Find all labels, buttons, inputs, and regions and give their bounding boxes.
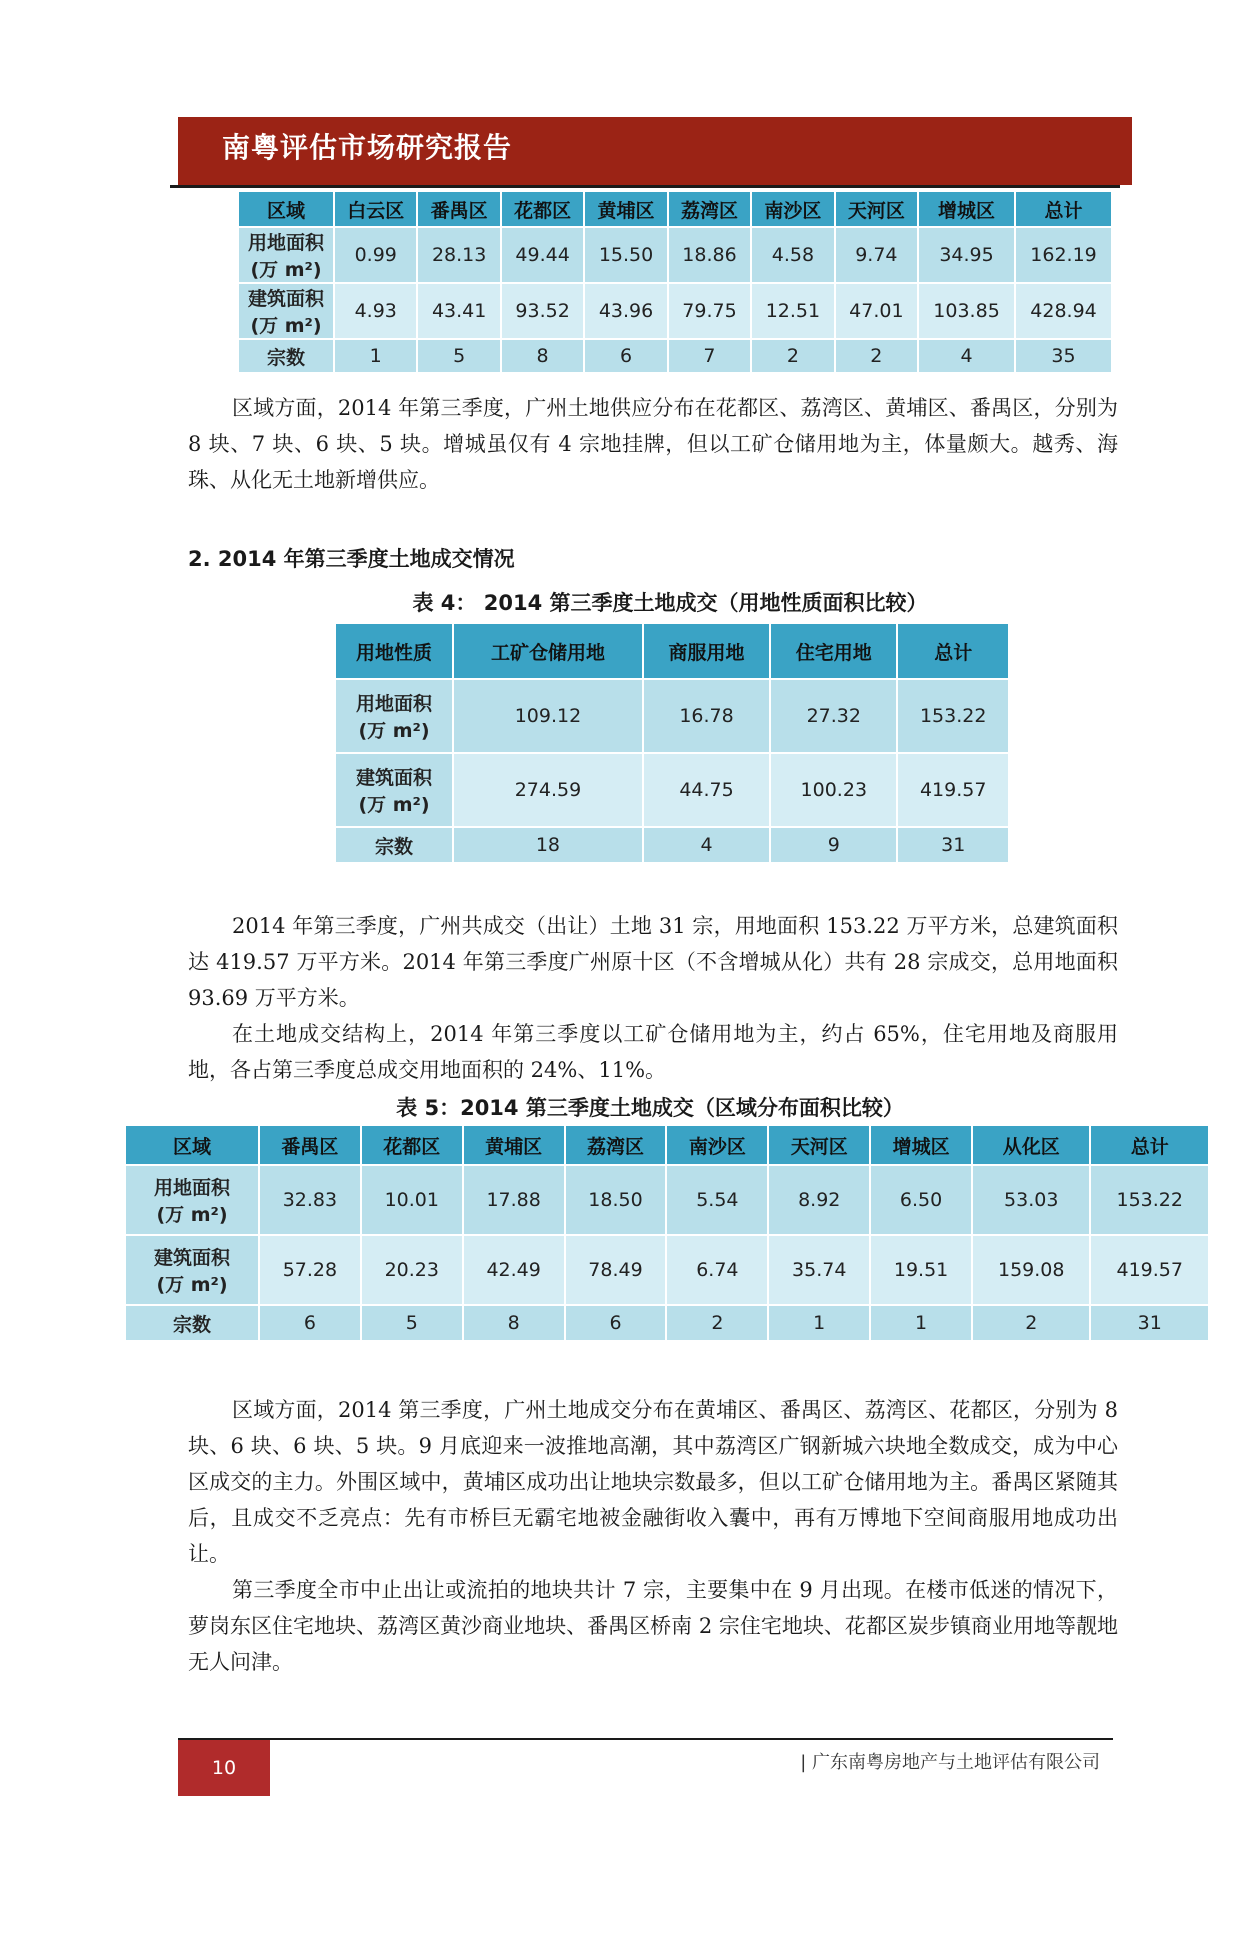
page-number: 10 (178, 1740, 270, 1796)
table-cell: 162.19 (1016, 228, 1111, 282)
table-supply-by-district (237, 190, 1113, 374)
table-cell: 2 (667, 1306, 767, 1340)
table-cell: 8.92 (769, 1166, 869, 1234)
table-cell: 6 (566, 1306, 666, 1340)
header-cell: 工矿仓储用地 (454, 624, 642, 678)
header-cell: 荔湾区 (669, 192, 750, 226)
header-cell: 商服用地 (644, 624, 769, 678)
table-cell: 7 (669, 340, 750, 372)
table-cell: 20.23 (362, 1236, 462, 1304)
header-cell: 黄埔区 (464, 1126, 564, 1164)
table-cell: 19.51 (871, 1236, 971, 1304)
table5-caption: 表 5：2014 第三季度土地成交（区域分布面积比较） (396, 1096, 904, 1120)
table-header-row (336, 624, 1008, 678)
table-cell: 153.22 (1091, 1166, 1208, 1234)
table-row (336, 680, 1008, 752)
table-cell: 31 (1091, 1306, 1208, 1340)
table-row (126, 1306, 1208, 1340)
table-header-row (126, 1126, 1208, 1164)
row-label: 用地面积 (万 m²) (239, 228, 333, 282)
table-cell: 12.51 (752, 284, 833, 338)
section-heading: 2. 2014 年第三季度土地成交情况 (188, 547, 515, 571)
table-cell: 28.13 (418, 228, 499, 282)
header-cell: 白云区 (335, 192, 416, 226)
row-label: 宗数 (336, 828, 452, 862)
table-cell: 5 (418, 340, 499, 372)
table-cell: 10.01 (362, 1166, 462, 1234)
header-cell: 增城区 (871, 1126, 971, 1164)
table-cell: 16.78 (644, 680, 769, 752)
table-cell: 6.74 (667, 1236, 767, 1304)
header-cell: 番禺区 (418, 192, 499, 226)
table-cell: 2 (836, 340, 917, 372)
row-label: 建筑面积 (万 m²) (126, 1236, 258, 1304)
header-cell: 总计 (1091, 1126, 1208, 1164)
table-cell: 9.74 (836, 228, 917, 282)
table-cell: 159.08 (973, 1236, 1089, 1304)
header-cell: 住宅用地 (771, 624, 896, 678)
table-cell: 0.99 (335, 228, 416, 282)
table-cell: 44.75 (644, 754, 769, 826)
table-cell: 18.86 (669, 228, 750, 282)
table4-caption: 表 4： 2014 第三季度土地成交（用地性质面积比较） (412, 591, 928, 615)
row-label: 宗数 (239, 340, 333, 372)
table-cell: 4.58 (752, 228, 833, 282)
table-cell: 1 (335, 340, 416, 372)
table-cell: 31 (898, 828, 1008, 862)
header-cell: 区域 (126, 1126, 258, 1164)
header-cell: 从化区 (973, 1126, 1089, 1164)
table-cell: 8 (502, 340, 583, 372)
header-cell: 番禺区 (260, 1126, 360, 1164)
table-row (239, 228, 1111, 282)
row-label: 宗数 (126, 1306, 258, 1340)
table-cell: 109.12 (454, 680, 642, 752)
table-cell: 4 (919, 340, 1014, 372)
table-cell: 17.88 (464, 1166, 564, 1234)
header-cell: 总计 (1016, 192, 1111, 226)
row-label: 用地面积 (万 m²) (336, 680, 452, 752)
table-cell: 27.32 (771, 680, 896, 752)
footer-company: | 广东南粤房地产与土地评估有限公司 (800, 1752, 1100, 1773)
header-cell: 增城区 (919, 192, 1014, 226)
table-cell: 57.28 (260, 1236, 360, 1304)
table-cell: 100.23 (771, 754, 896, 826)
table-cell: 2 (973, 1306, 1089, 1340)
table-by-land-use (334, 622, 1010, 864)
header-divider (170, 185, 1120, 188)
table-cell: 47.01 (836, 284, 917, 338)
table-cell: 53.03 (973, 1166, 1089, 1234)
header-cell: 花都区 (502, 192, 583, 226)
table-cell: 2 (752, 340, 833, 372)
table-cell: 35.74 (769, 1236, 869, 1304)
footer-divider (178, 1738, 1113, 1740)
table-row (239, 284, 1111, 338)
table-cell: 18.50 (566, 1166, 666, 1234)
table-cell: 18 (454, 828, 642, 862)
table-cell: 32.83 (260, 1166, 360, 1234)
header-cell: 南沙区 (752, 192, 833, 226)
table-cell: 153.22 (898, 680, 1008, 752)
table-cell: 6.50 (871, 1166, 971, 1234)
header-cell: 荔湾区 (566, 1126, 666, 1164)
table-cell: 8 (464, 1306, 564, 1340)
table-row (239, 340, 1111, 372)
header-cell: 用地性质 (336, 624, 452, 678)
table-cell: 428.94 (1016, 284, 1111, 338)
table-cell: 49.44 (502, 228, 583, 282)
table-cell: 35 (1016, 340, 1111, 372)
header-cell: 总计 (898, 624, 1008, 678)
table-row (126, 1236, 1208, 1304)
header-cell: 南沙区 (667, 1126, 767, 1164)
table-cell: 93.52 (502, 284, 583, 338)
table-cell: 78.49 (566, 1236, 666, 1304)
table-cell: 34.95 (919, 228, 1014, 282)
table-cell: 43.41 (418, 284, 499, 338)
row-label: 建筑面积 (万 m²) (239, 284, 333, 338)
header-cell: 区域 (239, 192, 333, 226)
row-label: 建筑面积 (万 m²) (336, 754, 452, 826)
table-cell: 274.59 (454, 754, 642, 826)
paragraph-supply-region: 区域方面，2014 年第三季度，广州土地供应分布在花都区、荔湾区、黄埔区、番禺区，分别为 8 块、7 块、6 块、5 块。增城虽仅有 4 宗地挂牌，但以工矿仓储用地为主，体量颇大。越秀、海珠、从化无土地新增供应。 (188, 396, 1118, 492)
table-row (336, 828, 1008, 862)
header-cell: 天河区 (836, 192, 917, 226)
table-cell: 6 (260, 1306, 360, 1340)
header-cell: 黄埔区 (585, 192, 666, 226)
table-cell: 103.85 (919, 284, 1014, 338)
table-cell: 4 (644, 828, 769, 862)
table-header-row (239, 192, 1111, 226)
paragraph-transactions: 2014 年第三季度，广州共成交（出让）土地 31 宗，用地面积 153.22 万平方米，总建筑面积达 419.57 万平方米。2014 年第三季度广州原十区（不含增城从化）共有 28 宗成交，总用地面积 93.69 万平方米。 在土地成交结构上，2014 年第三季度以工矿仓储用地为主，约占 65%，住宅用地及商服用地，各占第三季度总成交用地面积的 24%、11%。 (188, 914, 1118, 1082)
table-cell: 9 (771, 828, 896, 862)
table-cell: 42.49 (464, 1236, 564, 1304)
table-cell: 5.54 (667, 1166, 767, 1234)
table-cell: 4.93 (335, 284, 416, 338)
table-cell: 1 (769, 1306, 869, 1340)
row-label: 用地面积 (万 m²) (126, 1166, 258, 1234)
paragraph-region-analysis: 区域方面，2014 第三季度，广州土地成交分布在黄埔区、番禺区、荔湾区、花都区，分别为 8 块、6 块、6 块、5 块。9 月底迎来一波推地高潮，其中荔湾区广钢新城六块地全数成交，成为中心区成交的主力。外围区域中，黄埔区成功出让地块宗数最多，但以工矿仓储用地为主。番禺区紧随其后，且成交不乏亮点：先有市桥巨无霸宅地被金融街收入囊中，再有万博地下空间商服用地成功出让。 第三季度全市中止出让或流拍的地块共计 7 宗，主要集中在 9 月出现。在楼市低迷的情况下，萝岗东区住宅地块、荔湾区黄沙商业地块、番禺区桥南 2 宗住宅地块、花都区炭步镇商业用地等靓地无人问津。 (188, 1398, 1118, 1674)
table-cell: 6 (585, 340, 666, 372)
table-cell: 1 (871, 1306, 971, 1340)
table-row (336, 754, 1008, 826)
table-cell: 419.57 (898, 754, 1008, 826)
table-cell: 79.75 (669, 284, 750, 338)
header-cell: 天河区 (769, 1126, 869, 1164)
table-cell: 43.96 (585, 284, 666, 338)
table-cell: 419.57 (1091, 1236, 1208, 1304)
table-cell: 15.50 (585, 228, 666, 282)
header-cell: 花都区 (362, 1126, 462, 1164)
table-row (126, 1166, 1208, 1234)
table-cell: 5 (362, 1306, 462, 1340)
report-title: 南粤评估市场研究报告 (222, 131, 513, 164)
table-by-district (124, 1124, 1210, 1342)
